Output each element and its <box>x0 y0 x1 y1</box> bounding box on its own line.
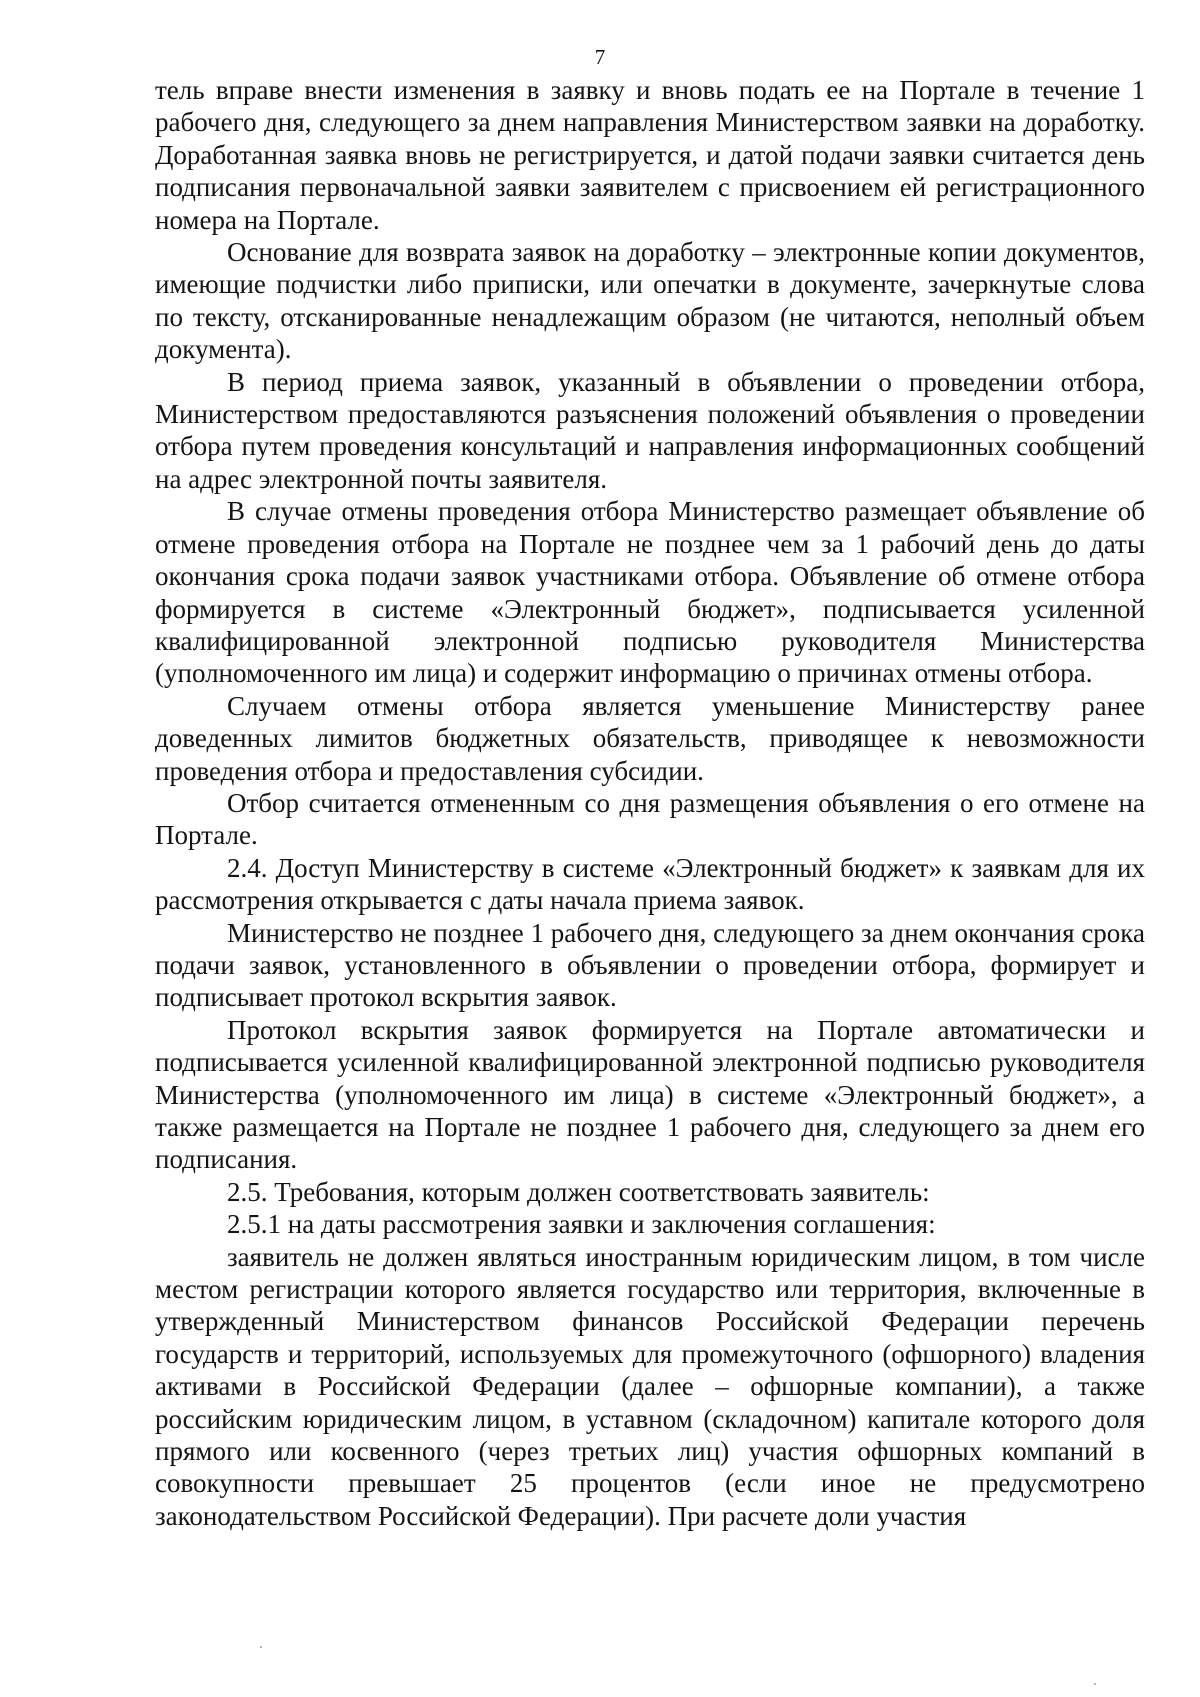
paragraph-section-2-5: 2.5. Требования, которым должен соответствовать заявитель: <box>227 1176 930 1207</box>
scan-speck-right <box>1094 1683 1096 1685</box>
document-body <box>155 74 1145 1532</box>
paragraph-clarifications: В период приема заявок, указанный в объявлении о проведении отбора, Министерством предоставляются разъяснения положений объявления о проведении отбора путем проведения консультаций и направления информационных сообщений на адрес электронной почты заявителя. <box>155 366 1145 494</box>
paragraph-continuation: тель вправе внести изменения в заявку и вновь подать ее на Портале в течение 1 рабочего дня, следующего за днем направления Министерством заявки на доработку. Доработанная заявка вновь не регистрируется, и датой подачи заявки считается день подписания первоначальной заявки заявителем с присвоением ей регистрационного номера на Портале. <box>155 75 1145 235</box>
paragraph-cancellation-announcement: В случае отмены проведения отбора Министерство размещает объявление об отмене проведения отбора на Портале не позднее чем за 1 рабочий день до даты окончания срока подачи заявок участниками отбора. Объявление об отмене отбора формируется в системе «Электронный бюджет», подписывается усиленной квалифицированной электронной подписью руководителя Министерства (уполномоченного им лица) и содержит информацию о причинах отмены отбора. <box>155 496 1145 689</box>
paragraph-return-grounds: Основание для возврата заявок на доработку – электронные копии документов, имеющие подчистки либо приписки, или опечатки в документе, зачеркнутые слова по тексту, отсканированные ненадлежащим образом (не читаются, неполный объем документа). <box>155 237 1145 365</box>
paragraph-section-2-5-1: 2.5.1 на даты рассмотрения заявки и заключения соглашения: <box>227 1209 936 1240</box>
paragraph-offshore-requirement: заявитель не должен являться иностранным юридическим лицом, в том числе местом регистрации которого является государство или территория, включенные в утвержденный Министерством финансов Российской Федерации перечень государств и территорий, используемых для промежуточного (офшорного) владения активами в Российской Федерации (далее – офшорные компании), а также российским юридическим лицом, в уставном (складочном) капитале которого доля прямого или косвенного (через третьих лиц) участия офшорных компаний в совокупности превышает 25 процентов (если иное не предусмотрено законодательством Российской Федерации). При расчете доли участия <box>155 1241 1145 1531</box>
paragraph-opening-protocol-signing: Министерство не позднее 1 рабочего дня, следующего за днем окончания срока подачи заявок, установленного в объявлении о проведении отбора, формирует и подписывает протокол вскрытия заявок. <box>155 917 1145 1013</box>
paragraph-cancellation-effective: Отбор считается отмененным со дня размещения объявления о его отмене на Портале. <box>155 787 1145 851</box>
page-number: 7 <box>594 45 606 69</box>
scan-speck-left <box>260 1646 262 1648</box>
paragraph-cancellation-case: Случаем отмены отбора является уменьшение Министерству ранее доведенных лимитов бюджетных обязательств, приводящее к невозможности проведения отбора и предоставления субсидии. <box>155 690 1145 786</box>
paragraph-opening-protocol-portal: Протокол вскрытия заявок формируется на Портале автоматически и подписывается усиленной квалифицированной электронной подписью руководителя Министерства (уполномоченного им лица) в системе «Электронный бюджет», а также размещается на Портале не позднее 1 рабочего дня, следующего за днем его подписания. <box>155 1014 1145 1175</box>
paragraph-section-2-4: 2.4. Доступ Министерству в системе «Электронный бюджет» к заявкам для их рассмотрения открывается с даты начала приема заявок. <box>155 852 1145 916</box>
